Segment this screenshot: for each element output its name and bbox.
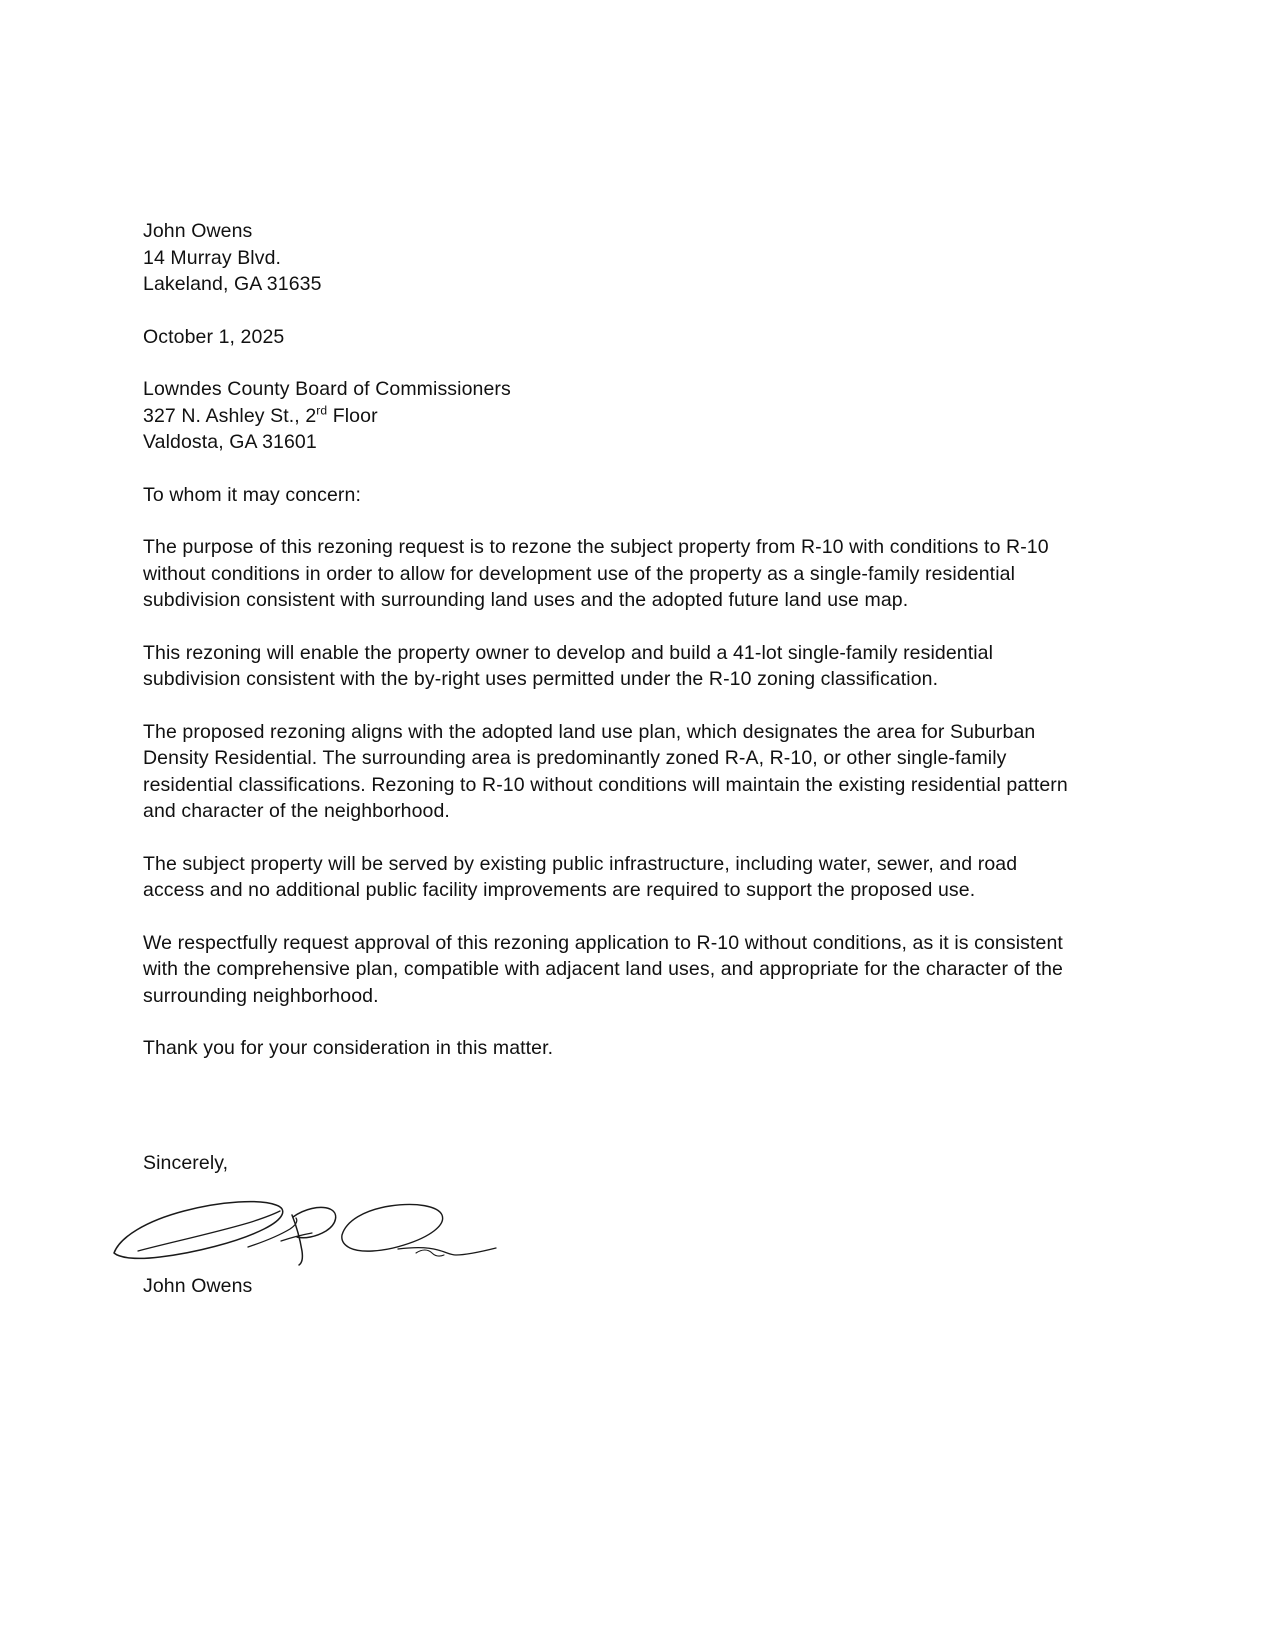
recipient-street-suffix: Floor	[327, 404, 378, 427]
spacer	[143, 456, 1073, 482]
recipient-organization: Lowndes County Board of Commissioners	[143, 378, 511, 400]
sender-street: 14 Murray Blvd.	[143, 246, 282, 269]
letter-date: October 1, 2025	[143, 325, 285, 348]
ordinal-suffix: rd	[316, 403, 328, 417]
sender-address-block	[143, 218, 1073, 298]
spacer	[143, 1009, 1073, 1035]
handwritten-signature-icon	[98, 1191, 518, 1269]
recipient-street-prefix: 327 N. Ashley St., 2	[143, 404, 317, 427]
body-paragraph: The purpose of this rezoning request is to rezone the subject property from R-10 with conditions to R-10 without conditions in order to allow for development use of the property as a single-family residential subdivision consistent with surrounding land uses and the adopted future land use map.	[143, 536, 1049, 611]
letter-body	[143, 218, 1073, 1062]
closing-block	[143, 1150, 1073, 1299]
spacer	[143, 350, 1073, 376]
salutation: To whom it may concern:	[143, 483, 361, 506]
spacer	[143, 825, 1073, 851]
recipient-street	[143, 403, 1073, 430]
spacer	[143, 904, 1073, 930]
signer-printed-name: John Owens	[143, 1274, 253, 1297]
spacer	[143, 693, 1073, 719]
spacer	[143, 614, 1073, 640]
spacer	[143, 508, 1073, 534]
recipient-address-block	[143, 376, 1073, 456]
valediction: Sincerely,	[143, 1152, 229, 1174]
sender-city-state-zip: Lakeland, GA 31635	[143, 273, 322, 295]
body-paragraph: We respectfully request approval of this rezoning application to R-10 without conditions, as it is consistent with the comprehensive plan, compatible with adjacent land uses, and appropriate for the character of the surrounding neighborhood.	[143, 931, 1063, 1007]
sender-name: John Owens	[143, 220, 253, 242]
body-paragraph: The proposed rezoning aligns with the adopted land use plan, which designates the area for Suburban Density Residential. The surrounding area is predominantly zoned R-A, R-10, or other single-family residential classifications. Rezoning to R-10 without conditions will maintain the existing residential pattern and character of the neighborhood.	[143, 720, 1068, 822]
recipient-city-state-zip: Valdosta, GA 31601	[143, 431, 317, 453]
spacer	[143, 298, 1073, 324]
body-paragraph: The subject property will be served by existing public infrastructure, including water, sewer, and road access and no additional public facility improvements are required to support the proposed use.	[143, 852, 1018, 901]
body-paragraph: Thank you for your consideration in this matter.	[143, 1037, 554, 1059]
body-paragraph: This rezoning will enable the property owner to develop and build a 41-lot single-family residential subdivision consistent with the by-right uses permitted under the R-10 zoning classification.	[143, 641, 994, 690]
